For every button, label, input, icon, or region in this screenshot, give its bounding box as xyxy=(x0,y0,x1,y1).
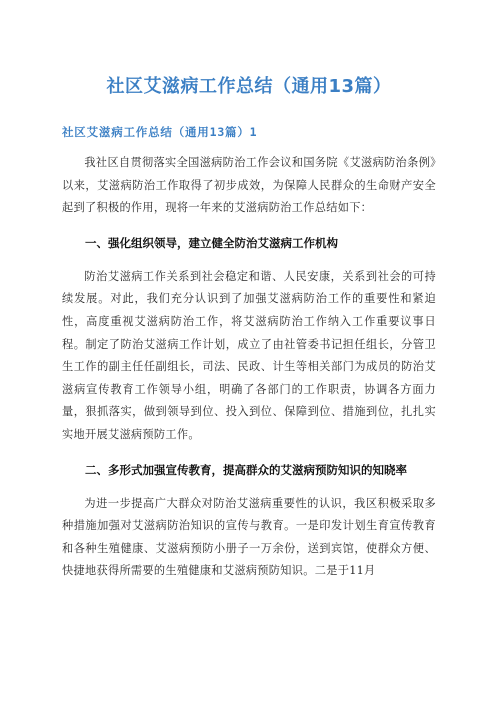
section-heading-1: 一、强化组织领导，建立健全防治艾滋病工作机构 xyxy=(85,235,338,250)
intro-paragraph: 我社区自贯彻落实全国滋病防治工作会议和国务院《艾滋病防治条例》以来，艾滋病防治工作取得了初步成效，为保障人民群众的生命财产安全起到了积极的作用，现将一年来的艾滋病防治工作总结如下： xyxy=(62,156,436,215)
section-body-1: 防治艾滋病工作关系到社会稳定和谐、人民安康，关系到社会的可持续发展。对此，我们充分认识到了加强艾滋病防治工作的重要性和紧迫性，高度重视艾滋病防治工作，将艾滋病防治工作纳入工作重要议事日程。制定了防治艾滋病工作计划，成立了由社管委书记担任组长，分管卫生工作的副主任任副组长，司法、民政、计生等相关部门为成员的防治艾滋病宣传教育工作领导小组，明确了各部门的工作职责，协调各方面力量，狠抓落实，做到领导到位、投入到位、保障到位、措施到位，扎扎实实地开展艾滋病预防工作。 xyxy=(62,269,436,441)
section-heading-2: 二、多形式加强宣传教育，提高群众的艾滋病预防知识的知晓率 xyxy=(85,462,407,477)
article-subtitle: 社区艾滋病工作总结（通用13篇）1 xyxy=(62,125,258,139)
section-body-2: 为进一步提高广大群众对防治艾滋病重要性的认识，我区积极采取多种措施加强对艾滋病防治知识的宣传与教育。一是印发计划生育宣传教育和各种生殖健康、艾滋病预防小册子一万余份，送到宾馆，使群众方便、快捷地获得所需要的生殖健康和艾滋病预防知识。二是于11月 xyxy=(62,496,436,578)
document-title: 社区艾滋病工作总结（通用13篇） xyxy=(106,76,392,97)
